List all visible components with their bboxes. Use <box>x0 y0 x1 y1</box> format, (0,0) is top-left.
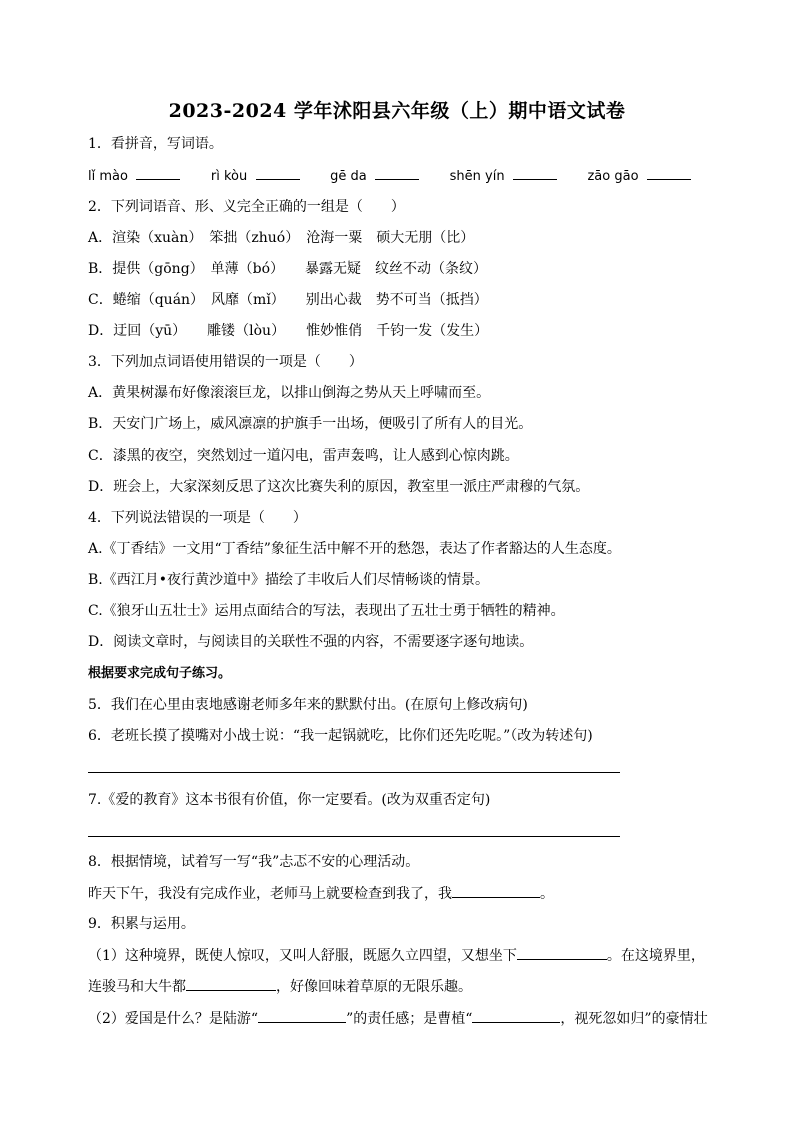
q2-option-b: B．提供（gōng） 单薄（bó） 暴露无疑 纹丝不动（条纹） <box>88 261 488 277</box>
q7-answer-line[interactable] <box>88 836 620 837</box>
q8-answer-blank[interactable] <box>452 883 540 898</box>
q2-option-d: D．迂回（yū） 雕镂（lòu） 惟妙惟俏 千钧一发（发生） <box>88 323 489 339</box>
q9-part2-row <box>88 1008 708 1029</box>
q2-stem: 2．下列词语音、形、义完全正确的一组是（ ） <box>88 199 405 215</box>
pinyin-5: zāo gāo <box>587 169 639 184</box>
answer-blank-2[interactable] <box>256 165 300 180</box>
q4-stem: 4．下列说法错误的一项是（ ） <box>88 510 307 526</box>
answer-blank-4[interactable] <box>513 165 557 180</box>
q9-part1-a: （1）这种境界，既使人惊叹，又叫人舒服，既愿久立四望，又想坐下 <box>88 948 517 964</box>
q1-pinyin-row <box>88 165 691 187</box>
q9-blank-1[interactable] <box>517 945 607 960</box>
q3-stem: 3．下列加点词语使用错误的一项是（ ） <box>88 354 363 370</box>
section-heading: 根据要求完成句子练习。 <box>88 666 232 681</box>
q2-option-a: A．渲染（xuàn） 笨拙（zhuó） 沧海一粟 硕大无朋（比） <box>88 230 475 246</box>
exam-title: 2023-2024 学年沭阳县六年级（上）期中语文试卷 <box>168 100 626 122</box>
q6-answer-line[interactable] <box>88 772 620 773</box>
q4-option-a: A.《丁香结》一文用“丁香结”象征生活中解不开的愁怨，表达了作者豁达的人生态度。 <box>88 541 621 557</box>
q9-blank-3[interactable] <box>258 1008 346 1023</box>
q1-stem: 1．看拼音，写词语。 <box>88 136 223 152</box>
q3-option-b: B．天安门广场上，威风凛凛的护旗手一出场，便吸引了所有人的目光。 <box>88 416 533 432</box>
q9-blank-2[interactable] <box>186 976 276 991</box>
q9-part1-c: 连骏马和大牛都 <box>88 979 186 995</box>
q9-part1-b: 。在这境界里， <box>606 948 705 964</box>
pinyin-4: shēn yín <box>449 169 505 184</box>
q3-option-c: C．漆黑的夜空，突然划过一道闪电，雷声轰鸣，让人感到心惊肉跳。 <box>88 448 519 464</box>
q2-option-c: C．蜷缩（quán） 风靡（mǐ） 别出心裁 势不可当（抵挡） <box>88 292 488 308</box>
q9-part2-a: （2）爱国是什么？是陆游“ <box>88 1011 259 1027</box>
q9-part1-row2 <box>88 976 472 997</box>
q8-stem: 8．根据情境，试着写一写“我”忐忑不安的心理活动。 <box>88 854 420 870</box>
pinyin-1: lǐ mào <box>88 169 128 184</box>
q9-part1-d: ，好像回味着草原的无限乐趣。 <box>276 979 472 995</box>
answer-blank-1[interactable] <box>136 165 180 180</box>
q8-context-row <box>88 883 554 904</box>
q9-part2-b: ”的责任感；是曹植“ <box>346 1011 473 1027</box>
q7-text: 7.《爱的教育》这本书很有价值，你一定要看。(改为双重否定句) <box>88 792 491 808</box>
q4-option-d: D．阅读文章时，与阅读目的关联性不强的内容，不需要逐字逐句地读。 <box>88 634 534 650</box>
q9-blank-4[interactable] <box>472 1008 560 1023</box>
q3-option-a: A．黄果树瀑布好像滚滚巨龙，以排山倒海之势从天上呼啸而至。 <box>88 385 491 401</box>
pinyin-3: gē da <box>330 169 367 184</box>
q9-stem: 9．积累与运用。 <box>88 916 195 932</box>
q4-option-c: C.《狼牙山五壮士》运用点面结合的写法，表现出了五壮士勇于牺牲的精神。 <box>88 603 565 619</box>
answer-blank-5[interactable] <box>647 165 691 180</box>
q9-part1-row1 <box>88 945 705 966</box>
q8-context: 昨天下午，我没有完成作业，老师马上就要检查到我了，我 <box>88 886 452 902</box>
pinyin-2: rì kòu <box>210 169 248 184</box>
q3-option-d: D．班会上，大家深刻反思了这次比赛失利的原因，教室里一派庄严肃穆的气氛。 <box>88 479 590 495</box>
q8-end: 。 <box>540 886 554 902</box>
q6-text: 6．老班长摸了摸嘴对小战士说：“我一起锅就吃，比你们还先吃呢。”（改为转述句) <box>88 728 593 744</box>
q4-option-b: B.《西江月•夜行黄沙道中》描绘了丰收后人们尽情畅谈的情景。 <box>88 572 489 588</box>
q9-part2-c: ，视死忽如归”的豪情壮 <box>560 1011 708 1027</box>
q5-text: 5．我们在心里由衷地感谢老师多年来的默默付出。(在原句上修改病句) <box>88 697 528 713</box>
answer-blank-3[interactable] <box>375 165 419 180</box>
